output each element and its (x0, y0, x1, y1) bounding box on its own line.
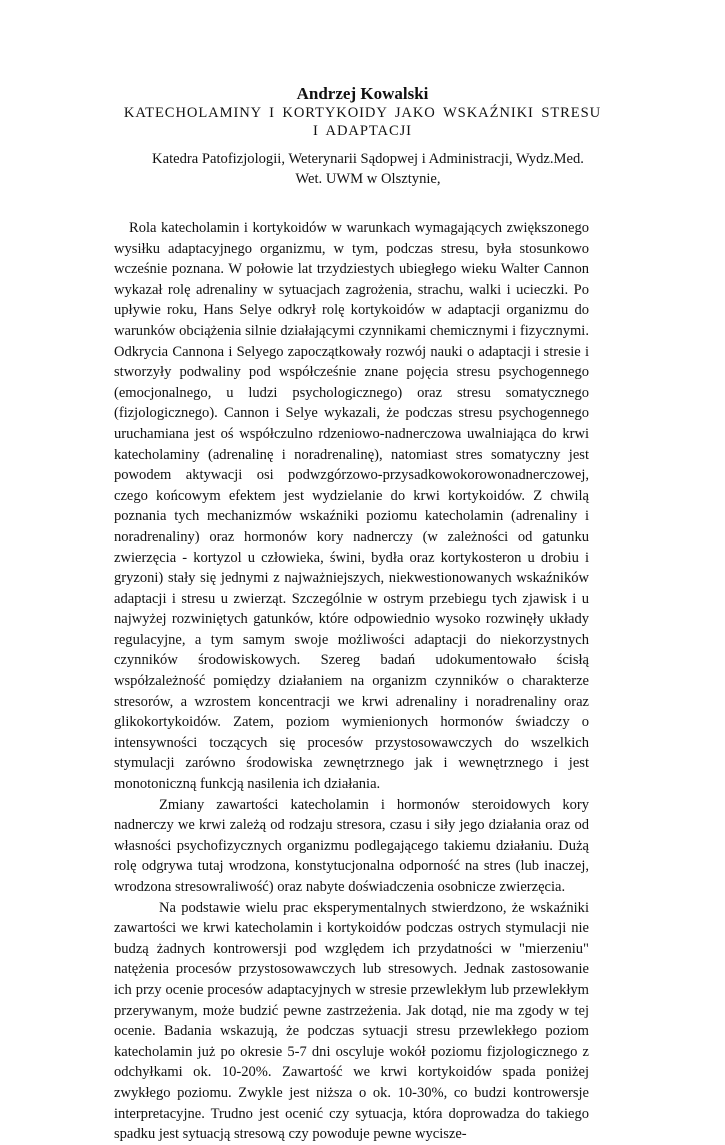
affiliation-line-2: Wet. UWM w Olsztynie, (295, 171, 441, 187)
author-name: Andrzej Kowalski (296, 84, 429, 103)
body-text (114, 218, 589, 1145)
affiliation-line-1: Katedra Patofizjologii, Weterynarii Sądopwej i Administracji, Wydz.Med. (152, 151, 584, 167)
paper-header (0, 84, 725, 140)
paper-title-line-2: I ADAPTACJI (313, 123, 412, 139)
affiliation (138, 149, 598, 189)
paragraph-3: Na podstawie wielu prac eksperymentalnych stwierdzono, że wskaźniki zawartości we krwi katecholamin i kortykoidów podczas ostrych stymulacji nie budzą żadnych kontrowersji pod względem ich przydatności w "mierzeniu" natężenia procesów przystosowawczych lub stresowych. Jednak zastosowanie ich przy ocenie procesów adaptacyjnych w stresie przewlekłym lub przewlekłym przerywanym, może budzić pewne zastrzeżenia. Jak dotąd, nie ma zgody w tej ocenie. Badania wskazują, że podczas sytuacji stresu przewlekłego poziom katecholamin już po okresie 5-7 dni oscyluje wokół poziomu fizjologicznego z odchyłkami ok. 10-20%. Zawartość we krwi kortykoidów spada poniżej zwykłego poziomu. Zwykle jest niższa o ok. 10-30%, co budzi kontrowersje interpretacyjne. Trudno jest ocenić czy sytuacja, która doprowadza do takiego spadku jest sytuacją stresową czy powoduje pewne wycisze- (114, 899, 589, 1143)
paragraph-2: Zmiany zawartości katecholamin i hormonów steroidowych kory nadnerczy we krwi zależą od rodzaju stresora, czasu i siły jego działania oraz od własności psychofizycznych organizmu podlegającego takiemu działaniu. Dużą rolę odgrywa tutaj wrodzona, konstytucjonalna odporność na stres (lub inaczej, wrodzona stresowraliwość) oraz nabyte doświadczenia osobnicze zwierzęcia. (114, 796, 589, 895)
paper-title-line-1: KATECHOLAMINY I KORTYKOIDY JAKO WSKAŹNIKI STRESU (123, 105, 602, 121)
paragraph-1: Rola katecholamin i kortykoidów w warunkach wymagających zwiększonego wysiłku adaptacyjnego organizmu, w tym, podczas stresu, była stosunkowo wcześnie poznana. W połowie lat trzydziestych ubiegłego wieku Walter Cannon wykazał rolę adrenaliny w sytuacjach zagrożenia, strachu, walki i ucieczki. Po upływie roku, Hans Selye odkrył rolę kortykoidów w adaptacji organizmu do warunków obciążenia silnie działającymi czynnikami chemicznymi i fizycznymi. Odkrycia Cannona i Selyego zapoczątkowały rozwój nauki o adaptacji i stresie i stworzyły podwaliny pod współcześnie znane pojęcia stresu psychogennego (emocjonalnego, u ludzi psychologicznego) oraz stresu somatycznego (fizjologicznego). Cannon i Selye wykazali, że podczas stresu psychogennego uruchamiana jest oś współczulno rdzeniowo-nadnerczowa uwalniająca do krwi katecholaminy (adrenalinę i noradrenalinę), natomiast stres somatyczny jest powodem aktywacji osi podwzgórzowo-przysadkowokorowonadnerczowej, czego końcowym efektem jest wydzielanie do krwi kortykoidów. Z chwilą poznania tych mechanizmów wskaźniki poziomu katecholamin (adrenaliny i noradrenaliny) oraz hormonów kory nadnerczy (w zależności od gatunku zwierzęcia - kortyzol u człowieka, świni, bydła oraz kortykosteron u drobiu i gryzoni) stały się jednymi z najważniejszych, niekwestionowanych wskaźników adaptacji i stresu u zwierząt. Szczególnie w ostrym przebiegu tych zjawisk i u najwyżej rozwiniętych gatunków, które odpowiednio wysoko rozwinęły układy regulacyjne, a tym samym swoje możliwości adaptacji do niekorzystnych czynników środowiskowych. Szereg badań udokumentowało ścisłą współzależność pomiędzy działaniem na organizm czynników o charakterze stresorów, a wzrostem koncentracji we krwi adrenaliny i noradrenaliny oraz glikokortykoidów. Zatem, poziom wymienionych hormonów świadczy o intensywności toczących się procesów przystosowawczych do wszelkich stymulacji zarówno środowiska zewnętrznego jak i wewnętrznego i jest monotoniczną funkcją nasilenia ich działania. (114, 220, 589, 793)
